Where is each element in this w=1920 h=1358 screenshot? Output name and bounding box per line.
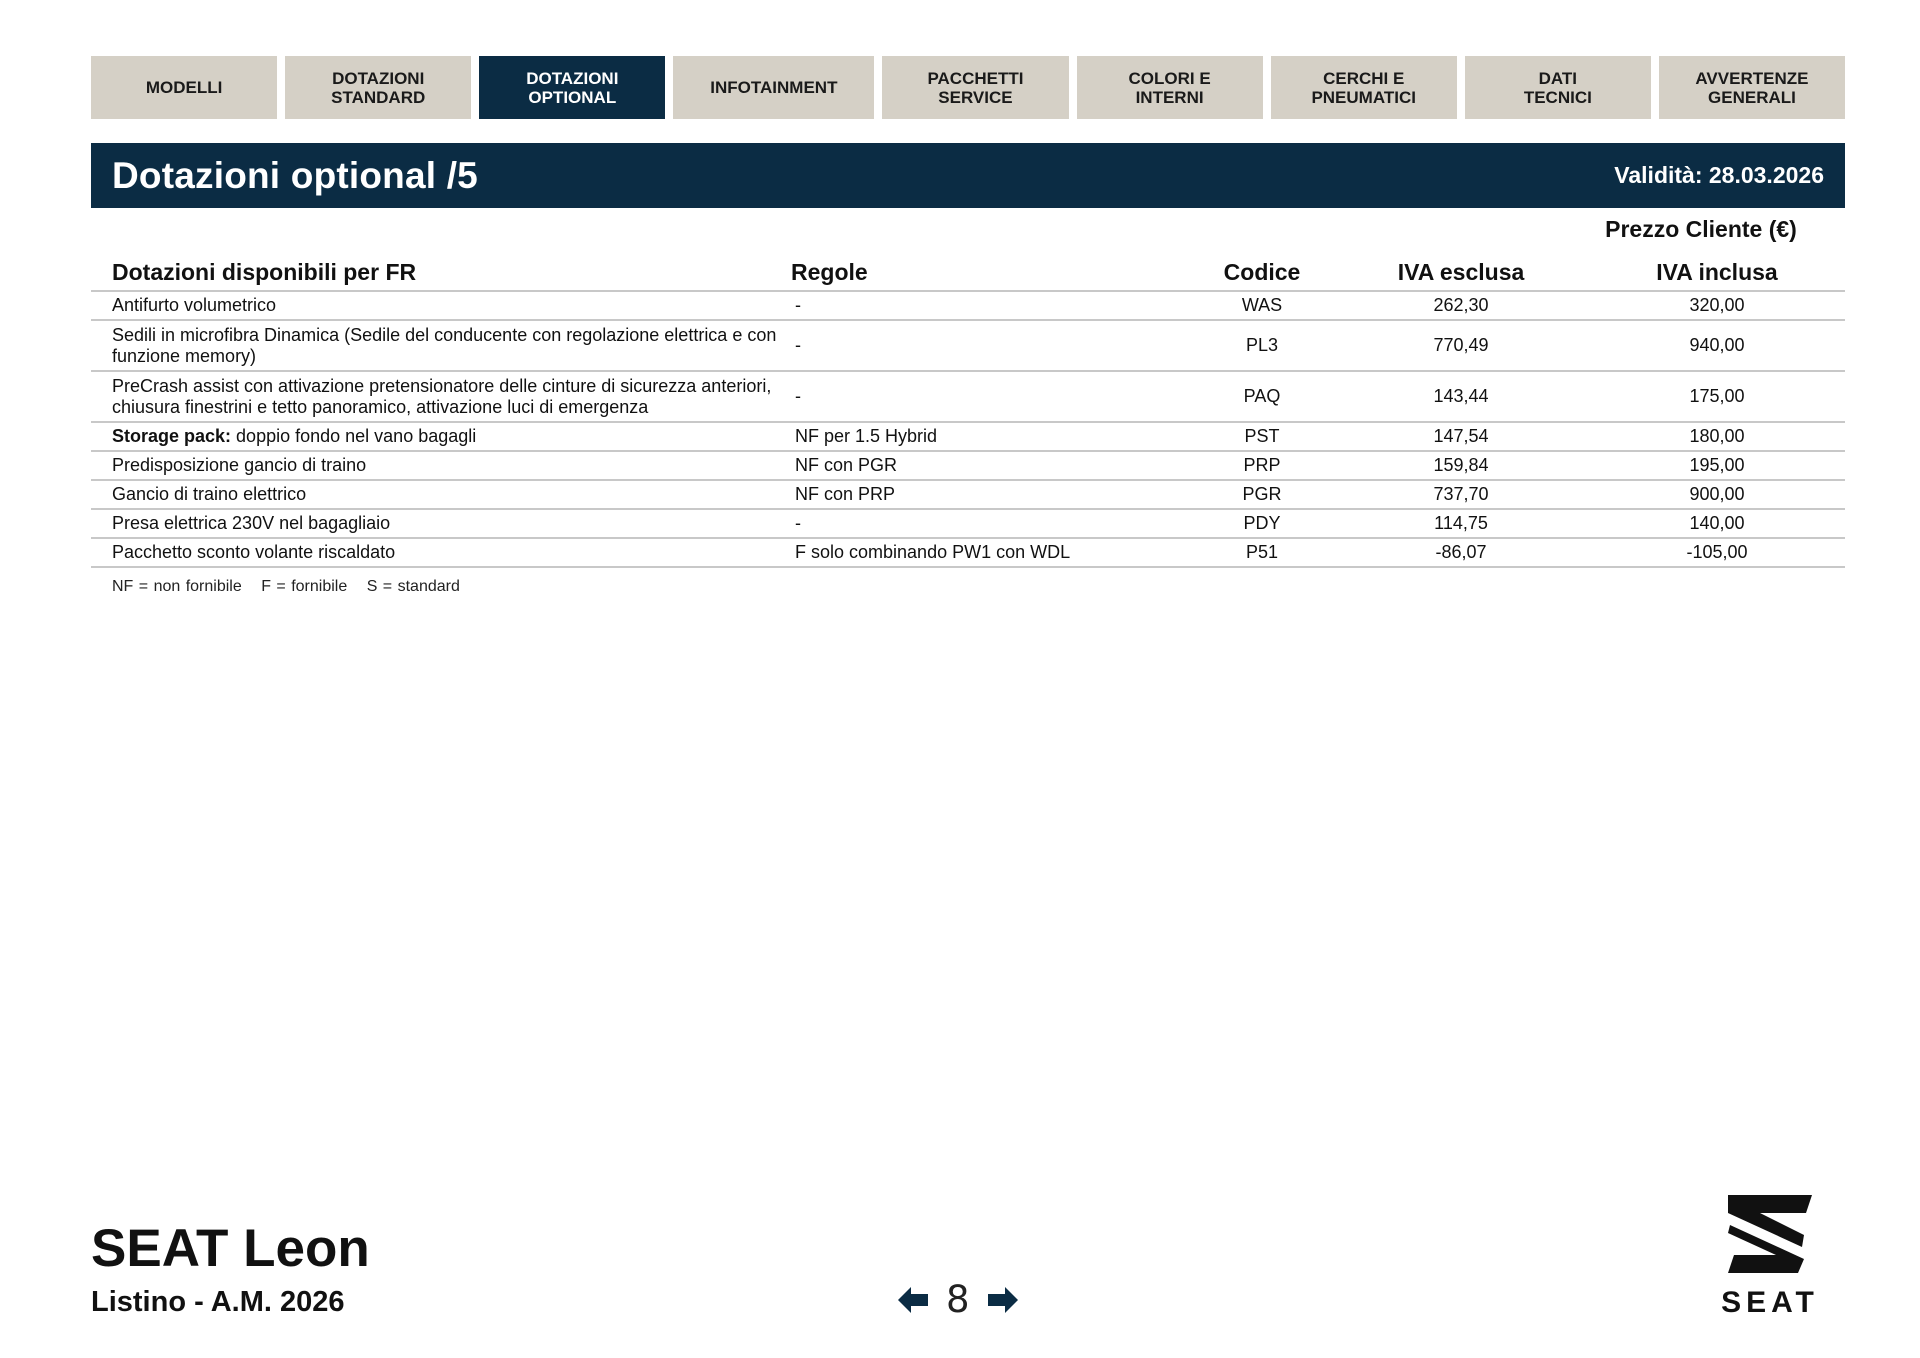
- price-excl-cell: 737,70: [1333, 480, 1589, 509]
- tab-cerchi-pneumatici[interactable]: CERCHI E PNEUMATICI: [1271, 56, 1457, 119]
- table-row: [91, 480, 1845, 509]
- header-price-excl: IVA esclusa: [1333, 252, 1589, 291]
- item-cell: Antifurto volumetrico: [91, 291, 791, 320]
- header-price-incl: IVA inclusa: [1589, 252, 1845, 291]
- item-cell: Presa elettrica 230V nel bagagliaio: [91, 509, 791, 538]
- code-cell: PL3: [1191, 320, 1333, 371]
- price-incl-cell: 180,00: [1589, 422, 1845, 451]
- item-cell: Pacchetto sconto volante riscaldato: [91, 538, 791, 567]
- rules-cell: -: [791, 371, 1191, 422]
- item-cell: PreCrash assist con attivazione pretensionatore delle cinture di sicurezza anteriori, chiusura finestrini e tetto panoramico, attivazione luci di emergenza: [91, 371, 791, 422]
- legend-nf: NF = non fornibile: [112, 578, 242, 595]
- item-cell: Gancio di traino elettrico: [91, 480, 791, 509]
- rules-cell: -: [791, 291, 1191, 320]
- price-list-subtitle: Listino - A.M. 2026: [91, 1286, 345, 1318]
- price-excl-cell: 147,54: [1333, 422, 1589, 451]
- tab-pacchetti-service[interactable]: PACCHETTI SERVICE: [882, 56, 1068, 119]
- rules-cell: -: [791, 320, 1191, 371]
- item-cell: Storage pack: doppio fondo nel vano bagagli: [91, 422, 791, 451]
- rules-cell: F solo combinando PW1 con WDL: [791, 538, 1191, 567]
- header-rules: Regole: [791, 252, 1191, 291]
- code-cell: PGR: [1191, 480, 1333, 509]
- price-excl-cell: -86,07: [1333, 538, 1589, 567]
- header-item: Dotazioni disponibili per FR: [91, 252, 791, 291]
- code-cell: P51: [1191, 538, 1333, 567]
- tab-dati-tecnici[interactable]: DATI TECNICI: [1465, 56, 1651, 119]
- table-row: [91, 371, 1845, 422]
- item-cell: Predisposizione gancio di traino: [91, 451, 791, 480]
- validity-date: Validità: 28.03.2026: [1614, 162, 1824, 188]
- rules-cell: NF con PGR: [791, 451, 1191, 480]
- legend-f: F = fornibile: [261, 578, 348, 595]
- table-header-row: [91, 252, 1845, 291]
- tab-colori-interni[interactable]: COLORI E INTERNI: [1077, 56, 1263, 119]
- price-excl-cell: 159,84: [1333, 451, 1589, 480]
- section-banner: [91, 143, 1845, 208]
- price-group-header: Prezzo Cliente (€): [1605, 216, 1797, 242]
- price-incl-cell: 320,00: [1589, 291, 1845, 320]
- code-cell: PDY: [1191, 509, 1333, 538]
- seat-logo-wordmark: SEAT: [1721, 1286, 1819, 1319]
- legend: [112, 578, 474, 596]
- price-excl-cell: 262,30: [1333, 291, 1589, 320]
- table-row: [91, 422, 1845, 451]
- table-row: [91, 451, 1845, 480]
- code-cell: WAS: [1191, 291, 1333, 320]
- item-cell: Sedili in microfibra Dinamica (Sedile del conducente con regolazione elettrica e con funzione memory): [91, 320, 791, 371]
- tab-modelli[interactable]: MODELLI: [91, 56, 277, 119]
- price-incl-cell: 175,00: [1589, 371, 1845, 422]
- table-row: [91, 509, 1845, 538]
- rules-cell: NF per 1.5 Hybrid: [791, 422, 1191, 451]
- code-cell: PAQ: [1191, 371, 1333, 422]
- price-incl-cell: 140,00: [1589, 509, 1845, 538]
- legend-s: S = standard: [366, 578, 460, 595]
- header-code: Codice: [1191, 252, 1333, 291]
- pagination: [898, 1278, 1018, 1321]
- page-title: Dotazioni optional /5: [112, 154, 478, 196]
- table-row: [91, 320, 1845, 371]
- tab-avvertenze-generali[interactable]: AVVERTENZE GENERALI: [1659, 56, 1845, 119]
- rules-cell: -: [791, 509, 1191, 538]
- table-row: [91, 538, 1845, 567]
- code-cell: PST: [1191, 422, 1333, 451]
- price-excl-cell: 770,49: [1333, 320, 1589, 371]
- price-excl-cell: 143,44: [1333, 371, 1589, 422]
- tab-dotazioni-optional[interactable]: DOTAZIONI OPTIONAL: [479, 56, 665, 119]
- model-name: SEAT Leon: [91, 1219, 370, 1278]
- tab-dotazioni-standard[interactable]: DOTAZIONI STANDARD: [285, 56, 471, 119]
- price-incl-cell: 940,00: [1589, 320, 1845, 371]
- price-excl-cell: 114,75: [1333, 509, 1589, 538]
- tab-infotainment[interactable]: INFOTAINMENT: [673, 56, 874, 119]
- price-incl-cell: 900,00: [1589, 480, 1845, 509]
- section-nav: [91, 56, 1845, 119]
- price-incl-cell: 195,00: [1589, 451, 1845, 480]
- code-cell: PRP: [1191, 451, 1333, 480]
- rules-cell: NF con PRP: [791, 480, 1191, 509]
- price-incl-cell: -105,00: [1589, 538, 1845, 567]
- arrow-right-icon[interactable]: [988, 1287, 1018, 1313]
- arrow-left-icon[interactable]: [898, 1287, 928, 1313]
- options-table: [91, 252, 1845, 568]
- page-number: 8: [946, 1278, 970, 1321]
- table-row: [91, 291, 1845, 320]
